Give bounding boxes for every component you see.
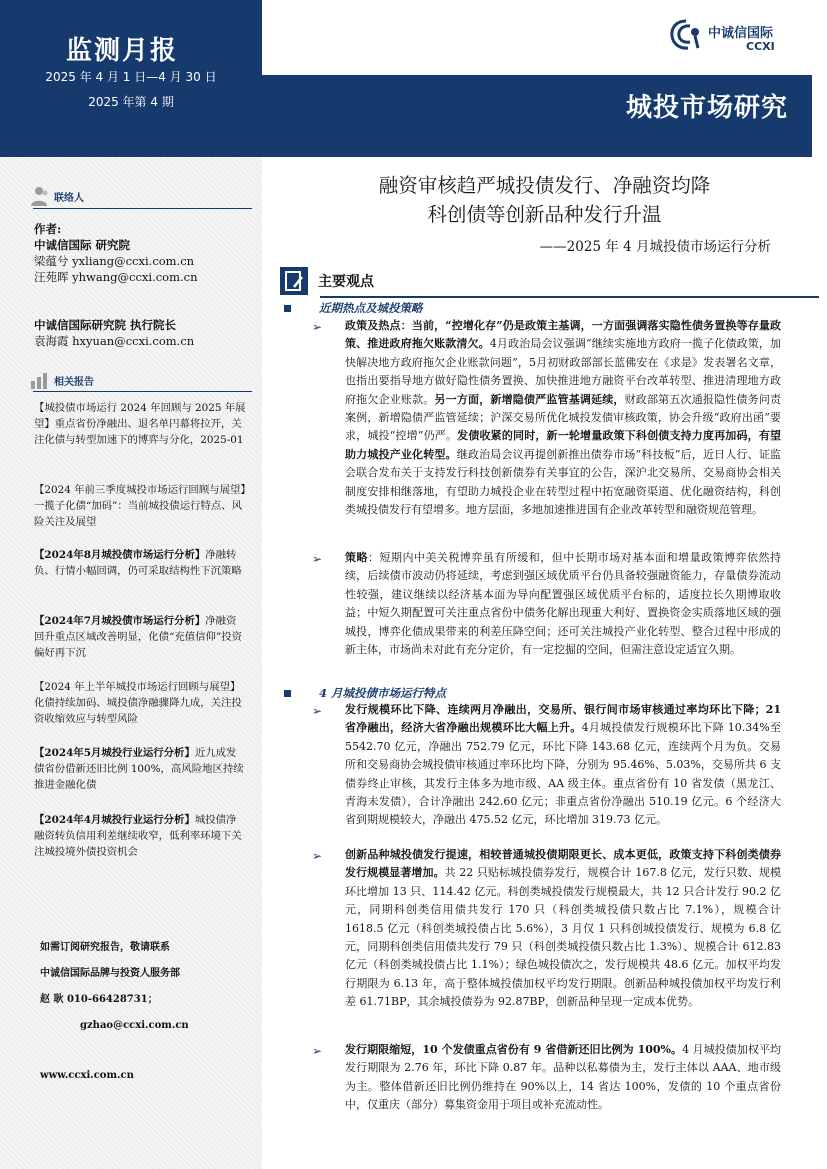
section-title: 城投市场研究 (625, 93, 788, 123)
contact-divider (33, 208, 252, 209)
ccxi-logo (668, 16, 798, 56)
para-text: 财政部第五次通报隐性债务问责案例，新增隐债严监管延续；沪深交易所优化城投发债审核政策，协会升级“政府出函”要求，城投“控增”仍严。 (345, 392, 782, 443)
related-report-text: 【城投债市场运行 2024 年回顾与 2025 年展望】重点省份净融出、退名单円幕将拉开，关注化债与转型加速下的博弈与分化，2025-01 (34, 402, 246, 446)
para-bold: 政策及热点：当前，“控增化存”仍是政策主基调，一方面强调落实隐性债务置换等存量政策、推进政府拖欠账款清欠。 (345, 319, 781, 351)
related-report-title: 【2024年4月城投行业运行分析】 (34, 814, 195, 826)
related-report-title: 【2024年5月城投行业运行分析】 (34, 747, 195, 759)
chart-icon (28, 369, 50, 391)
issuance-paragraph (345, 701, 781, 830)
term-paragraph (345, 1041, 781, 1115)
related-report-title: 【2024年8月城投债市场运行分析】 (34, 549, 206, 561)
para-bold: 创新品种城投债发行提速，相较普通城投债期限更长、成本更低，政策支持下科创类债券发行规模显著增加。 (345, 848, 781, 880)
related-report[interactable] (34, 679, 246, 727)
reports-header-label: 相关报告 (54, 376, 94, 388)
para-text: 共 22 只贴标城投债券发行，规模合计 167.8 亿元，发行只数、规模环比增加 13 只、114.42 亿元。科创类城投债发行规模最大，共 12 只合计发行 90.2 亿元，同期科创类信用债共发行 170 只（科创类城投债只数占比 7.1%），规模合计 1618.5 亿元（科创类城投债占比 5.6%），3 月仅 1 只科创城投债发行、规模为 6.8 亿元，同期科创类信用债共发行 79 只（科创类城投债只数占比 1.3%）、规模合计 612.83 亿元（科创类城投债占比 1.1%）；绿色城投债次之，发行规模共 48.6 亿元。加权平均发行期限为 6.13 年，高于整体城投债加权平均发行期限。创新品种城投债加权平均发行利差 61.71BP，其余城投债券为 92.87BP，创新品种呈现一定成本优势。 (345, 866, 782, 1009)
para-text: 4月政治局会议强调“继续实施地方政府一揽子化债政策，加快解决地方政府拖欠企业账款问题”，5月初财政部部长蓝佛安在《求是》发表署名文章，也指出要指导地方做好隐性债务置换、加快推进地方融资平台改革转型、推进清理地方政府拖欠企业账款。 (345, 337, 782, 406)
header-title-panel (0, 0, 262, 157)
square-bullet-icon (284, 690, 291, 697)
subscription-contact (40, 939, 189, 1035)
service-line: 如需订阅研究报告，敬请联系 (40, 942, 170, 953)
key-points-rule (320, 296, 819, 298)
para-text: 继政治局会议再提创新推出债券市场“科技板”后，近日人行、证监会联合发布关于支持发行科技创新债券有关事宜的公告，深沪北交易所、交易商协会相关制度安排相继落地，有望助力城投企业在转型过程中拓宽融资渠道、优化融资结构，科创类城投债发行有望增多。地方层面，多地加速推进国有企业改革转型和融资规范管理。 (345, 447, 781, 517)
section-heading (284, 685, 446, 701)
report-issue: 2025 年第 4 期 (88, 95, 174, 109)
arrow-bullet-icon: ➢ (312, 1044, 323, 1058)
arrow-bullet-icon: ➢ (312, 704, 323, 718)
main-content (262, 157, 827, 1169)
related-report-text: 【2024 年前三季度城投市场运行回顾与展望】一揽子化债“加码”：当前城投债运行特点、风险关注及展望 (34, 484, 246, 528)
related-report-text: 【2024 年上半年城投市场运行回顾与展望】化债持续加码、城投债净融骤降九成，关注投资收缩效应与转型风险 (34, 681, 242, 725)
para-text: ：短期内中美关税博弈虽有所缓和，但中长期市场对基本面和增量政策博弈依然持续，后续债市波动仍将延续，考虑到强区域优质平台仍具备较强融资能力，存量债券流动性较强，建议继续以经济基本面为导向配置强区域优质平台标的，适度拉长久期博取收益；中短久期配置可关注重点省份中债务化解出现重大利好、置换资金实质落地区域的强城投，博弈化债成果带来的利差压降空间；还可关注城投产业化转型、整合过程中形成的新主体，市场尚未对此有充分定价，有一定挖掘的空间，但需注意设定适宜久期。 (345, 551, 782, 657)
logo-cn-text: 中诚信国际 (708, 26, 774, 41)
related-report[interactable] (34, 745, 246, 793)
director-title: 中诚信国际研究院 执行院长 (34, 318, 177, 332)
document-icon (280, 267, 308, 295)
sidebar (0, 157, 262, 1169)
related-report[interactable] (34, 547, 246, 579)
section-heading (284, 300, 423, 316)
service-email[interactable]: gzhao@ccxi.com.cn (80, 1020, 189, 1031)
para-bold: 另一方面，新增隐债严监管基调延续， (434, 392, 625, 406)
related-report-text: 城投债净融资转负信用利差继续收窄，低利率环境下关注城投境外债投资机会 (34, 814, 242, 858)
director-block (34, 317, 194, 349)
innovation-paragraph (345, 846, 781, 1012)
people-icon (28, 185, 50, 207)
square-bullet-icon (284, 305, 291, 312)
author-1: 梁蕴兮 yxliang@ccxi.com.cn (34, 254, 195, 268)
author-2: 汪苑晖 yhwang@ccxi.com.cn (34, 270, 198, 284)
logo-en-text: CCXI (746, 40, 775, 53)
contact-header (28, 185, 84, 207)
arrow-bullet-icon: ➢ (312, 320, 323, 334)
para-bold: 发行期限缩短，10 个发债重点省份有 9 省借新还旧比例为 100%。 (345, 1043, 683, 1056)
arrow-bullet-icon: ➢ (312, 849, 323, 863)
related-report[interactable] (34, 613, 246, 661)
related-report[interactable] (34, 482, 246, 530)
arrow-bullet-icon: ➢ (312, 552, 323, 566)
service-line: 中诚信国际品牌与投资人服务部 (40, 968, 180, 979)
para-bold: 发行规模环比下降、连续两月净融出，交易所、银行间市场审核通过率均环比下降；21 省净融出，经济大省净融出规模环比大幅上升。 (345, 703, 781, 735)
para-bold: 发债收紧的同时，新一轮增量政策下科创债支持力度再加码，有望助力城投产业化转型。 (345, 429, 782, 461)
title-line-1: 融资审核趋严城投债发行、净融资均降 (378, 174, 711, 197)
para-text: 4 月城投债加权平均发行期限为 2.76 年，环比下降 0.87 年。品种以私募债为主，发行主体以 AAA、地市级为主。整体借新还旧比例仍维持在 90%以上，14 省达 100%，发债的 10 个重点省份中，仅重庆（部分）募集资金用于项目或补充流动性。 (345, 1043, 781, 1112)
strategy-paragraph (345, 549, 781, 659)
director-contact: 袁海霞 hxyuan@ccxi.com.cn (34, 334, 195, 348)
key-points-header (280, 265, 374, 297)
document-title (262, 171, 827, 229)
ccxi-logo-mark (668, 18, 704, 52)
para-bold: 策略 (345, 551, 368, 564)
section-heading-text: 4 月城投债市场运行特点 (319, 686, 447, 700)
website-link[interactable]: www.ccxi.com.cn (40, 1070, 134, 1081)
report-title: 监测月报 (66, 36, 179, 66)
related-report[interactable] (34, 400, 246, 448)
para-text: 4月城投债发行规模环比下降 10.34%至 5542.70 亿元，净融出 752.79 亿元，环比下降 143.68 亿元，连续两个月为负。交易所和交易商协会城投债审核通过率环比均下降，分别为 95.46%、5.03%，交易所共 6 支债券终止审核，其发行主体多为地市级、AA 级主体。重点省份有 10 省发债（黑龙江、青海未发债），合计净融出 242.60 亿元；非重点省份净融出 510.19 亿元。6 个经济大省到期规模较大，净融出 475.52 亿元，环比增加 319.73 亿元。 (345, 721, 781, 827)
related-report[interactable] (34, 812, 246, 860)
report-date-range: 2025 年 4 月 1 日—4 月 30 日 (45, 70, 217, 84)
author-block (34, 221, 198, 285)
institute-name: 中诚信国际 研究院 (34, 238, 131, 252)
key-points-label: 主要观点 (318, 274, 374, 290)
title-line-2: 科创债等创新品种发行升温 (427, 203, 662, 226)
related-report-text: 净融资回升重点区域改善明显，化债“充值信仰”投资偏好再下沉 (34, 615, 243, 659)
reports-divider (33, 391, 252, 392)
related-report-text: 近九成发债省份借新还旧比例 100%，高风险地区持续推进金融化债 (34, 747, 244, 791)
related-report-title: 【2024年7月城投债市场运行分析】 (34, 615, 206, 627)
policy-paragraph (345, 317, 781, 519)
report-header (0, 0, 827, 157)
section-band (262, 75, 812, 157)
author-label: 作者: (34, 222, 62, 236)
section-heading-text: 近期热点及城投策略 (319, 301, 423, 315)
reports-header (28, 369, 94, 391)
related-report-text: 净融转负、行情小幅回调，仍可采取结构性下沉策略 (34, 549, 242, 577)
contact-header-label: 联络人 (54, 192, 84, 204)
document-subtitle: ——2025 年 4 月城投债市场运行分析 (539, 239, 771, 255)
service-line: 赵 耿 010-66428731； (40, 994, 158, 1005)
